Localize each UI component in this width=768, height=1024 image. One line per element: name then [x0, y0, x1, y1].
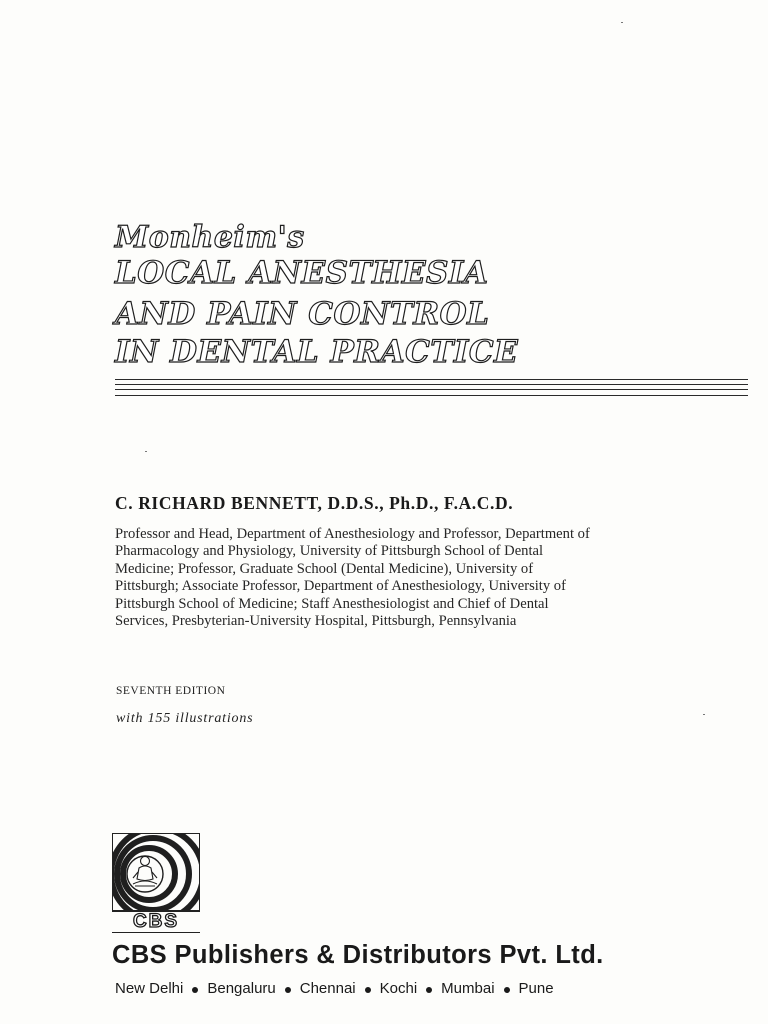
affiliation-line: Professor and Head, Department of Anesthesiology and Professor, Department of — [115, 526, 590, 542]
logo-emblem-icon — [113, 834, 200, 911]
publisher-name: CBS Publishers & Distributors Pvt. Ltd. — [112, 941, 604, 969]
city-mumbai: Mumbai — [441, 980, 495, 997]
affiliation-line: Pharmacology and Physiology, University of Pittsburgh School of Dental — [115, 543, 544, 560]
affiliation-line: Medicine; Professor, Graduate School (Dental Medicine), University of — [115, 560, 534, 577]
title-rules — [115, 379, 748, 399]
city-chennai: Chennai — [299, 980, 356, 997]
city-kochi: Kochi — [379, 980, 418, 997]
city-pune: Pune — [518, 980, 554, 997]
author-name: C. RICHARD BENNETT, D.D.S., Ph.D., F.A.C.D. — [115, 493, 514, 513]
city-bengaluru: Bengaluru — [207, 980, 276, 997]
illustrations-note: with 155 illustrations — [116, 711, 254, 726]
publisher-logo-text: CBS — [112, 911, 200, 933]
scan-speck — [621, 22, 623, 23]
publisher-logo — [112, 833, 200, 911]
city-new-delhi: New Delhi — [115, 980, 184, 997]
bullet-icon — [504, 987, 510, 993]
bullet-icon — [192, 987, 198, 993]
bullet-icon — [365, 987, 371, 993]
title-line-3: IN DENTAL PRACTICE — [115, 334, 519, 370]
title-prefix: Monheim's — [115, 220, 305, 255]
author-affiliation — [115, 526, 745, 630]
edition-label: SEVENTH EDITION — [116, 685, 226, 697]
title-line-2: AND PAIN CONTROL — [115, 296, 490, 332]
affiliation-line: Services, Presbyterian-University Hospital, Pittsburgh, Pennsylvania — [115, 613, 517, 630]
bullet-icon — [426, 987, 432, 993]
bullet-icon — [285, 987, 291, 993]
scan-speck — [145, 451, 147, 452]
title-line-1: LOCAL ANESTHESIA — [115, 255, 489, 291]
affiliation-line: Pittsburgh School of Medicine; Staff Anesthesiologist and Chief of Dental — [115, 595, 549, 612]
publisher-cities — [115, 980, 554, 997]
scan-speck — [703, 714, 705, 715]
affiliation-line: Pittsburgh; Associate Professor, Department of Anesthesiology, University of — [115, 578, 566, 595]
